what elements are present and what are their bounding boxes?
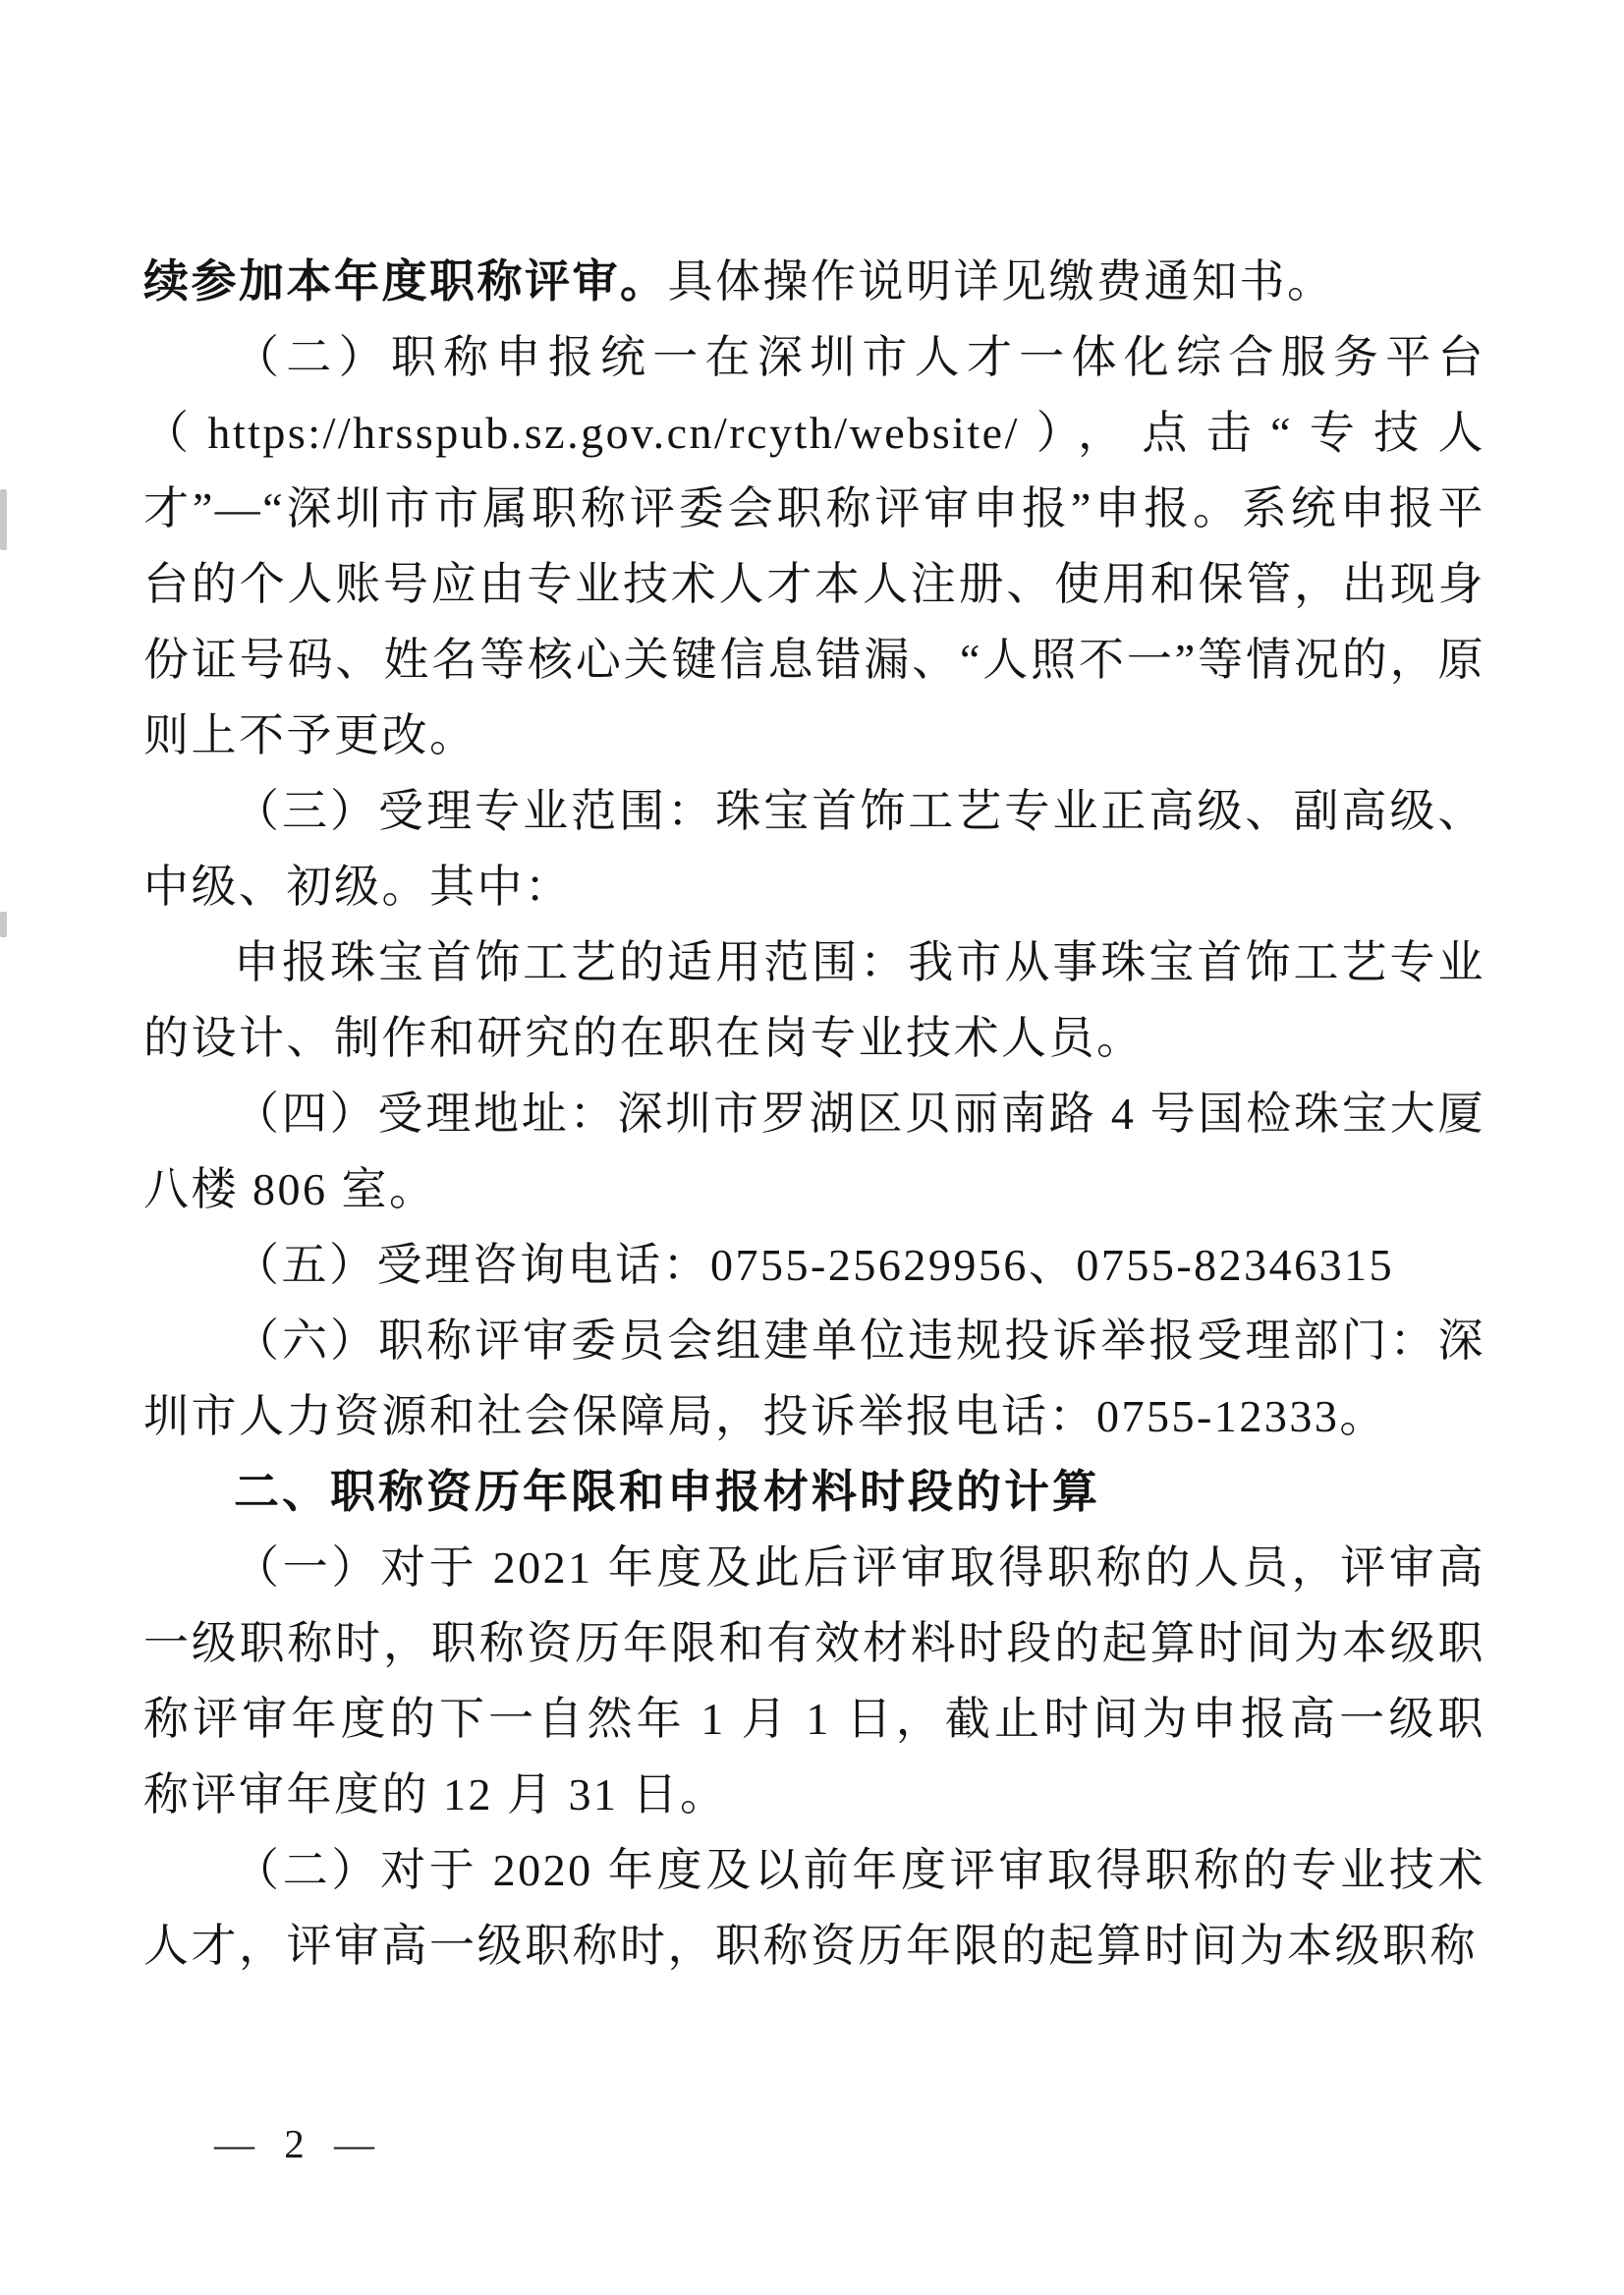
scan-artifact [0, 489, 7, 550]
paragraph-item-3-accepted-specialties: （三）受理专业范围：珠宝首饰工艺专业正高级、副高级、中级、初级。其中： [143, 786, 1485, 912]
paragraph-item-1-after-2021: （一）对于 2021 年度及此后评审取得职称的人员，评审高一级职称时，职称资历年限和有效材料时段的起算时间为本级职称评审年度的下一自然年 1 月 1 日，截止时间为申报高一级职称评审年度的 12 月 31 日。 [143, 1542, 1485, 1819]
document-body [143, 244, 1485, 1984]
paragraph-applicable-scope: 申报珠宝首饰工艺的适用范围：我市从事珠宝首饰工艺专业的设计、制作和研究的在职在岗专业技术人员。 [143, 937, 1485, 1063]
paragraph-item-2-declaration-platform: （二）职称申报统一在深圳市人才一体化综合服务平台（https://hrsspub.sz.gov.cn/rcyth/website/），点击“专技人才”—“深圳市市属职称评委会职称评审申报”申报。系统申报平台的个人账号应由专业技术人才本人注册、使用和保管，出现身份证号码、姓名等核心关键信息错漏、“人照不一”等情况的，原则上不予更改。 [143, 332, 1485, 760]
paragraph-item-5-phone: （五）受理咨询电话：0755-25629956、0755-82346315 [234, 1240, 1395, 1290]
bold-run-in-text: 续参加本年度职称评审。 [143, 256, 668, 307]
paragraph-continuation [143, 244, 1485, 319]
paragraph-item-2-before-2020: （二）对于 2020 年度及以前年度评审取得职称的专业技术人才，评审高一级职称时，职称资历年限的起算时间为本级职称 [143, 1845, 1485, 1971]
page-number: — 2 — [214, 2121, 384, 2166]
paragraph-item-4-address: （四）受理地址：深圳市罗湖区贝丽南路 4 号国检珠宝大厦八楼 806 室。 [143, 1089, 1485, 1214]
paragraph-text: 具体操作说明详见缴费通知书。 [667, 256, 1335, 307]
scan-artifact [0, 912, 7, 937]
paragraph-item-6-complaints: （六）职称评审委员会组建单位违规投诉举报受理部门：深圳市人力资源和社会保障局，投诉举报电话：0755-12333。 [143, 1315, 1485, 1441]
section-heading-2: 二、职称资历年限和申报材料时段的计算 [234, 1466, 1100, 1517]
